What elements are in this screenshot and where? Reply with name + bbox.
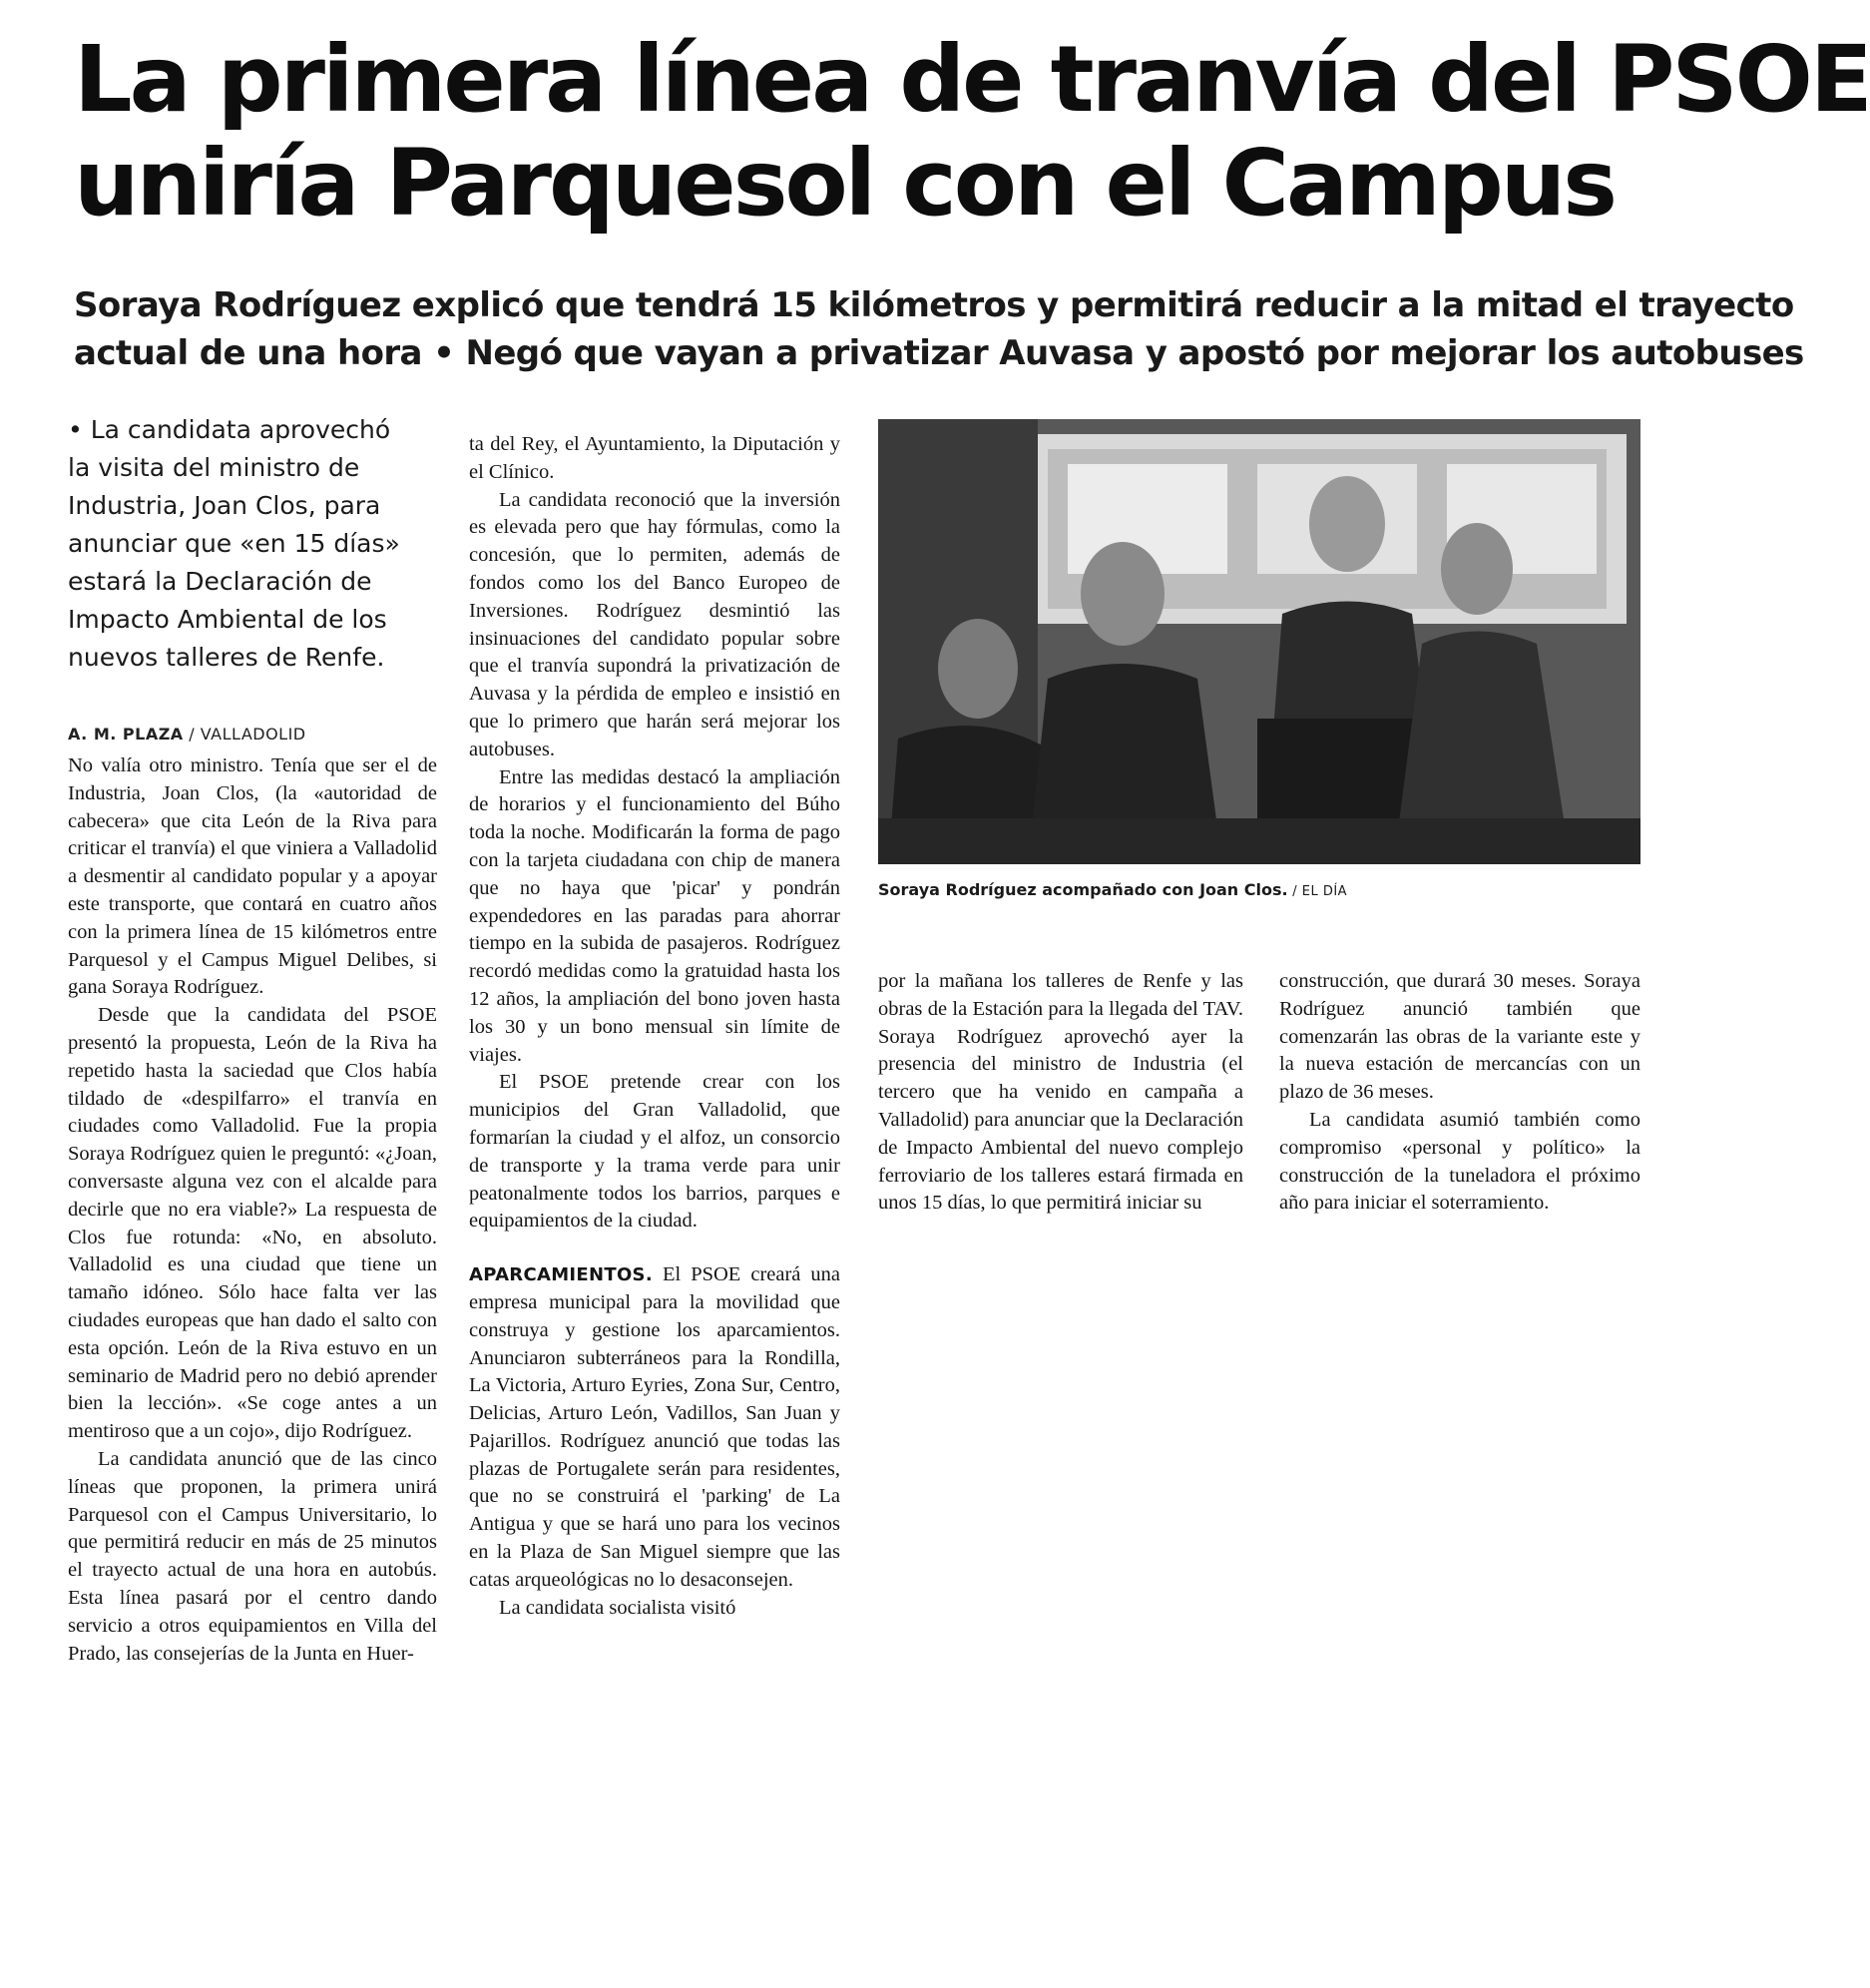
paragraph-8-continued-2: construcción, que durará 30 meses. Soraya Rodríguez anunció también que comenzarán las obras de la variante este y la nueva estación de mercancías con un plazo de 36 meses. xyxy=(1279,970,1640,1104)
byline xyxy=(68,725,437,744)
byline-author: A. M. PLAZA xyxy=(68,725,184,744)
byline-location: VALLADOLID xyxy=(200,725,306,744)
article-photo xyxy=(878,419,1640,864)
column-1 xyxy=(68,752,437,1668)
paragraph-2: Desde que la candidata del PSOE presentó la propuesta, León de la Riva ha repetido hasta la saciedad que Clos había tildado de «despilfarro» el tranvía en ciudades como Valladolid. Fue la propia Soraya Rodríguez quien le preguntó: «¿Joan, conversaste alguna vez con el alcalde para decirle que no era viable?» La respuesta de Clos fue rotunda: «No, en absoluto. Valladolid es una ciudad que tiene un tamaño idóneo. Sólo hace falta ver las ciudades europeas que han dado el salto con esta opción. León de la Riva estuvo en un seminario de Madrid pero no debió aprender bien la lección». «Se coge antes a un mentiroso que a un cojo», dijo Rodríguez. xyxy=(68,1004,437,1443)
headline xyxy=(74,26,1870,237)
paragraph-8-continued: por la mañana los talleres de Renfe y las obras de la Estación para la llegada del TAV. Soraya Rodríguez aprovechó ayer la presencia del ministro de Industria (el tercero que ha venido en campaña a Valladolid) para anunciar que la Declaración de Impacto Ambiental del nuevo complejo ferroviario de los talleres estará firmada en unos 15 días, lo que permitirá iniciar su xyxy=(878,970,1243,1215)
section-heading-aparcamientos: APARCAMIENTOS. xyxy=(469,1264,653,1286)
subheadline xyxy=(74,281,1804,377)
column-4 xyxy=(1279,968,1640,1218)
paragraph-7 xyxy=(469,1261,840,1595)
photo-caption-text: Soraya Rodríguez acompañado con Joan Clos. xyxy=(878,880,1288,899)
headline-line-1: La primera línea de tranvía del PSOE xyxy=(74,26,1870,133)
paragraph-3-continued: ta del Rey, el Ayuntamiento, la Diputación y el Clínico. xyxy=(469,433,840,483)
paragraph-5: Entre las medidas destacó la ampliación de horarios y el funcionamiento del Búho toda la noche. Modificarán la forma de pago con la tarjeta ciudadana con chip de manera que no haya que 'picar' y pondrán expendedores en las paradas para ahorrar tiempo en la subida de pasajeros. Rodríguez recordó medidas como la gratuidad hasta los 12 años, la ampliación del bono joven hasta los 30 y un bono mensual sin límite de viajes. xyxy=(469,765,840,1066)
paragraph-9: La candidata asumió también como compromiso «personal y político» la construcción de la tuneladora el próximo año para iniciar el soterramiento. xyxy=(1279,1108,1640,1215)
paragraph-7-text: El PSOE creará una empresa municipal para la movilidad que construya y gestione los aparcamientos. Anunciaron subterráneos para la Rondilla, La Victoria, Arturo Eyries, Zona Sur, Centro, Delicias, Arturo León, Vadillos, San Juan y Pajarillos. Rodríguez anunció que todas las plazas de Portugalete serán para residentes, que no se construirá el 'parking' de La Antigua y que se hará uno para los vecinos en la Plaza de San Miguel siempre que las catas arqueológicas no lo desaconsejen. xyxy=(469,1263,840,1591)
paragraph-6: El PSOE pretende crear con los municipios del Gran Valladolid, que formarían la ciudad y el alfoz, un consorcio de transporte y la trama verde para unir peatonalmente todos los barrios, parques e equipamientos de la ciudad. xyxy=(469,1071,840,1233)
paragraph-3: La candidata anunció que de las cinco líneas que proponen, la primera unirá Parquesol con el Campus Universitario, lo que permitirá reducir en más de 25 minutos el trayecto actual de una hora en autobús. Esta línea pasará por el centro dando servicio a otros equipamientos en Villa del Prado, las consejerías de la Junta en Huer- xyxy=(68,1447,437,1665)
paragraph-1: No valía otro ministro. Tenía que ser el de Industria, Joan Clos, (la «autoridad de cabecera» que cita León de la Riva para criticar el tranvía) el que viniera a Valladolid a desmentir al candidato popular y a apoyar este transporte, que contará en cuatro años con la primera línea de 15 kilómetros entre Parquesol y el Campus Miguel Delibes, si gana Soraya Rodríguez. xyxy=(68,754,437,999)
subheadline-line-1: Soraya Rodríguez explicó que tendrá 15 kilómetros y permitirá reducir a la mitad el trayecto xyxy=(74,285,1794,325)
headline-line-2: uniría Parquesol con el Campus xyxy=(74,130,1616,237)
lead-summary: • La candidata aprovechó la visita del ministro de Industria, Joan Clos, para anunciar que «en 15 días» estará la Declaración de Impacto Ambiental de los nuevos talleres de Renfe. xyxy=(68,415,400,672)
photo-caption xyxy=(878,880,1640,899)
paragraph-8: La candidata socialista visitó xyxy=(499,1596,736,1619)
photo-credit: / EL DÍA xyxy=(1287,884,1348,899)
photo-train-interior xyxy=(878,419,1640,864)
byline-separator: / xyxy=(183,725,201,744)
paragraph-4: La candidata reconoció que la inversión es elevada pero que hay fórmulas, como la concesión, que lo permiten, además de fondos como los del Banco Europeo de Inversiones. Rodríguez desmintió las insinuaciones del candidato popular sobre que el tranvía supondrá la privatización de Auvasa y la pérdida de empleo e insistió en que lo primero que harán será mejorar los autobuses. xyxy=(469,488,840,760)
column-2 xyxy=(469,431,840,1622)
column-3 xyxy=(878,968,1243,1218)
subheadline-line-2: actual de una hora • Negó que vayan a privatizar Auvasa y apostó por mejorar los autobuses xyxy=(74,333,1804,373)
